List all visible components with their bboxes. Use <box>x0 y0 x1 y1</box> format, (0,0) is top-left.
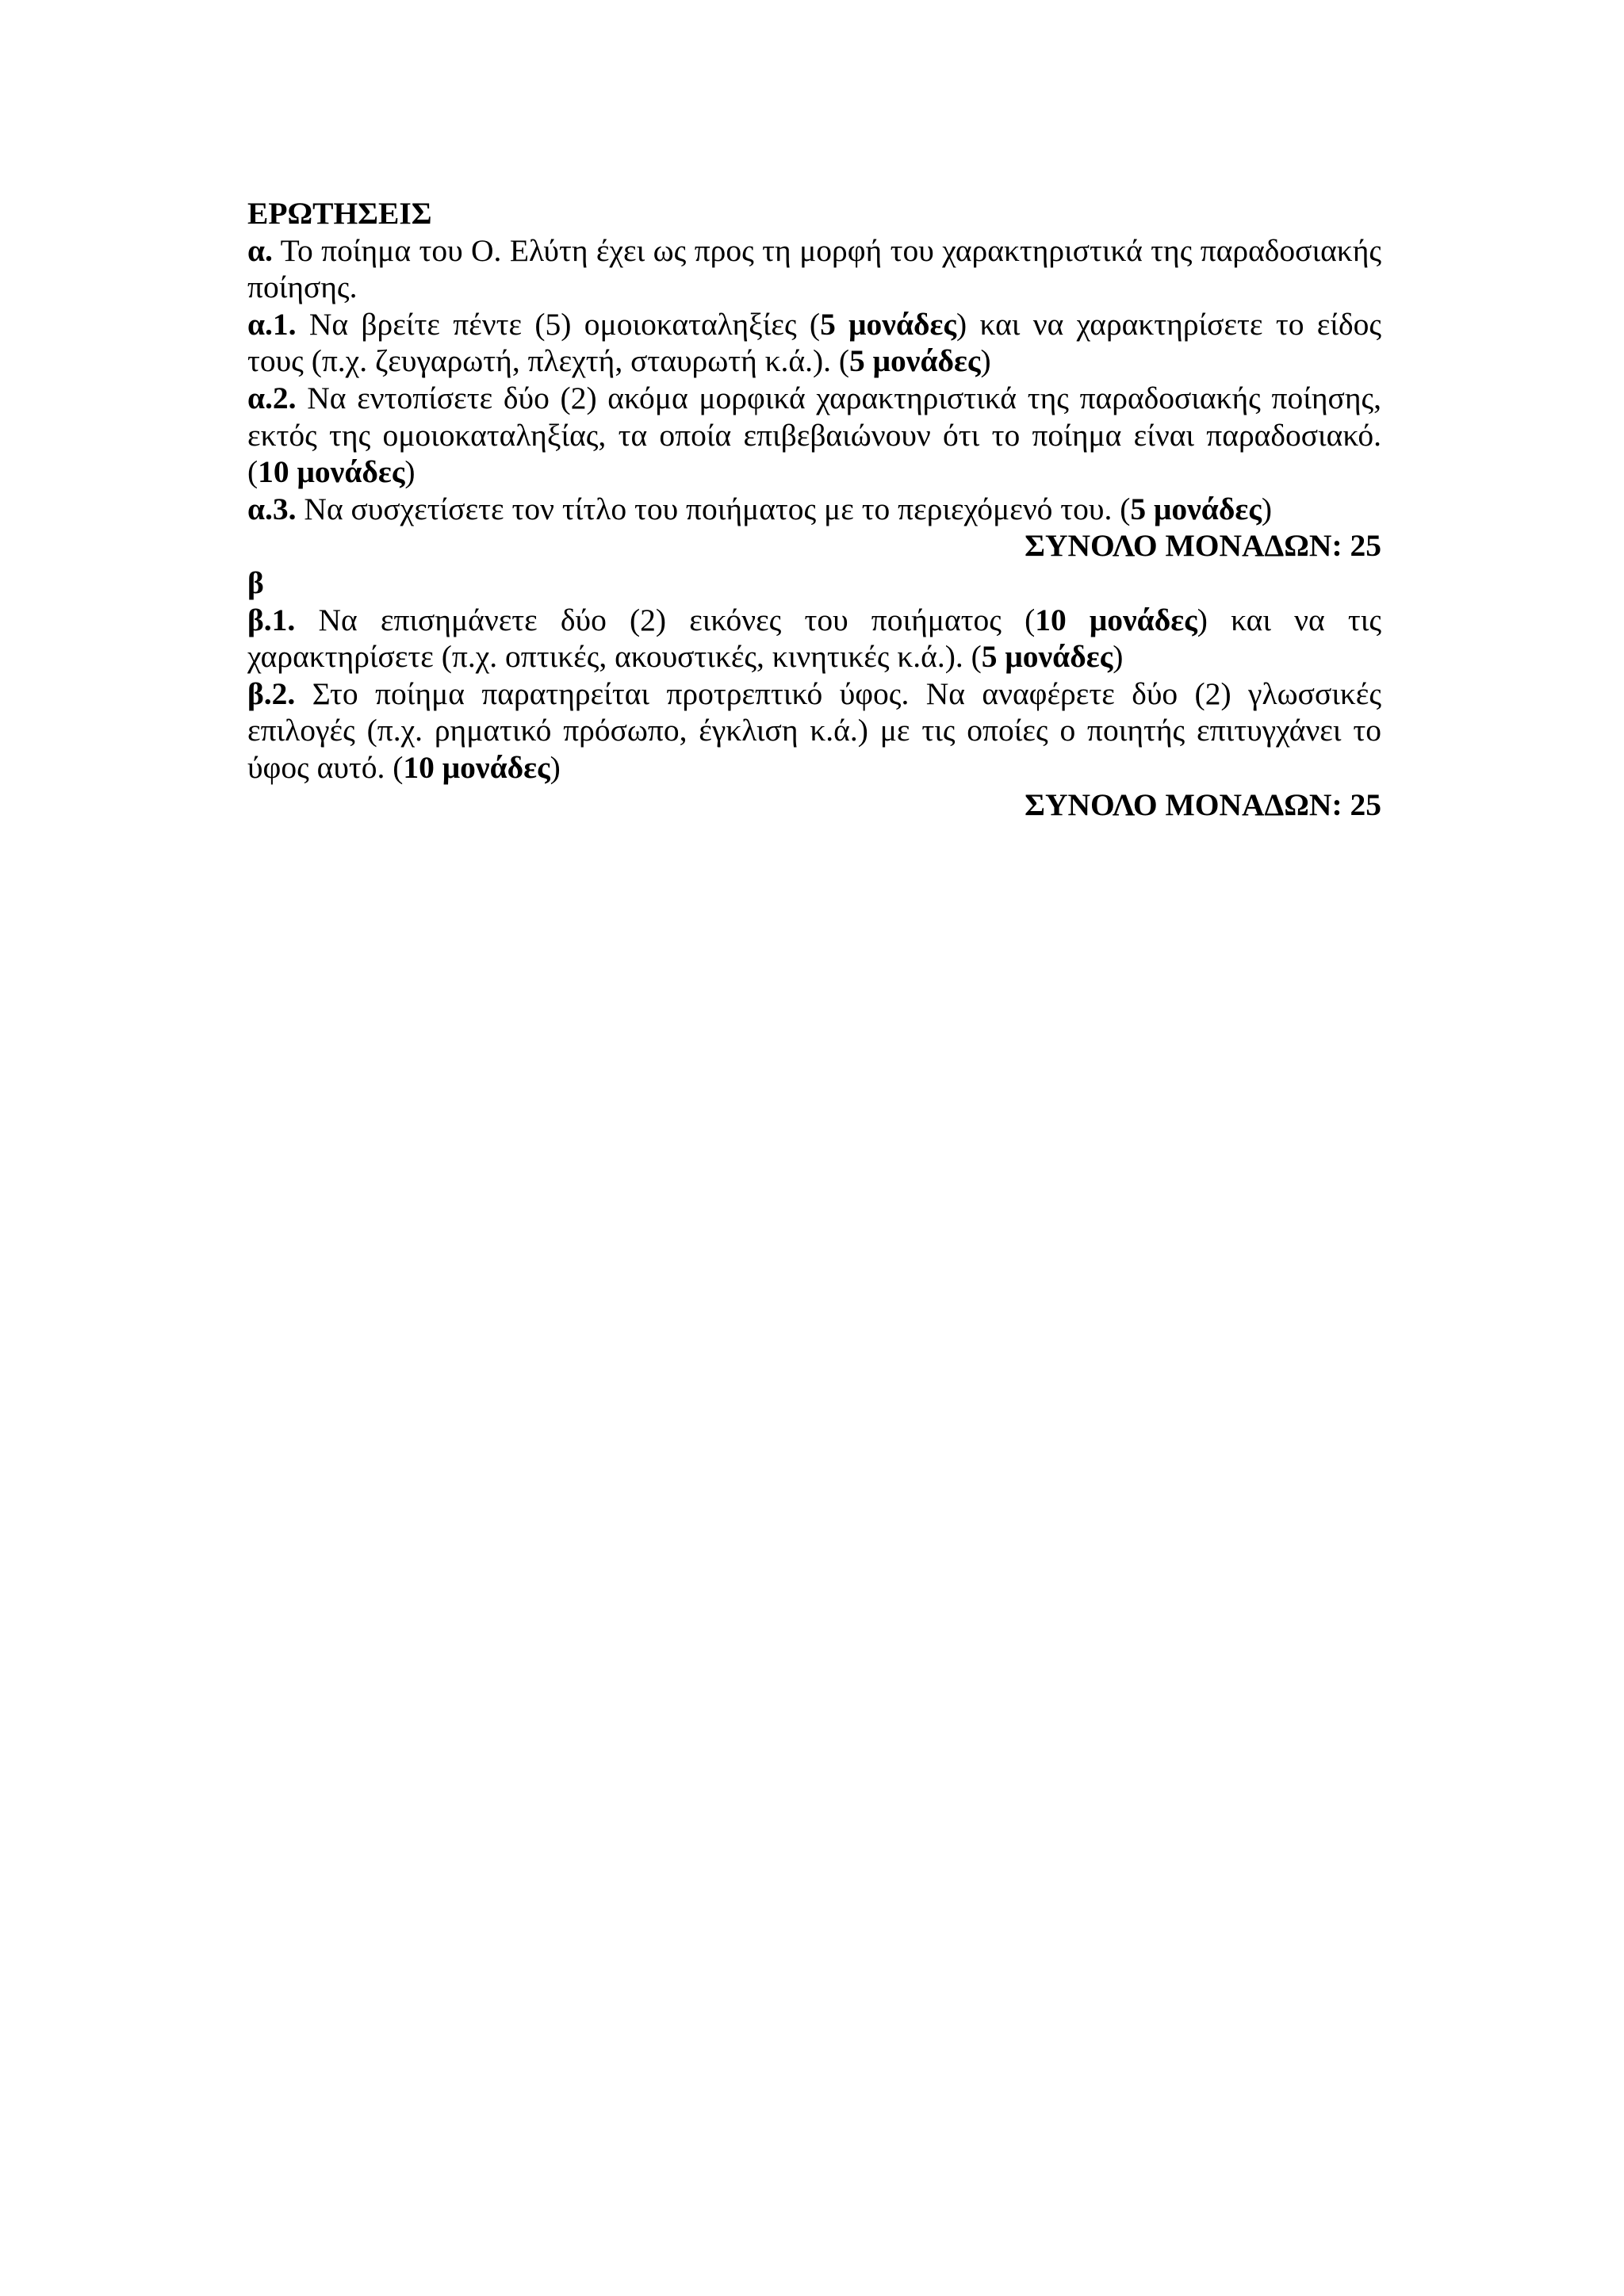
points-label: 5 μονάδες <box>981 639 1113 675</box>
points-label: 10 μονάδες <box>258 454 405 490</box>
questions-heading: ΕΡΩΤΗΣΕΙΣ <box>247 196 432 231</box>
question-a2-label: α.2. <box>247 380 297 415</box>
points-label: 10 μονάδες <box>1035 602 1197 637</box>
question-a2: α.2. Να εντοπίσετε δύο (2) ακόμα μορφικά χαρακτηριστικά της παραδοσιακής ποίησης, εκτός της ομοιοκαταληξίας, τα οποία επιβεβαιώνουν ότι το ποίημα είναι παραδοσιακό. (10 μονάδες) <box>247 380 1381 490</box>
section-a-intro: α. Το ποίημα του Ο. Ελύτη έχει ως προς τη μορφή του χαρακτηριστικά της παραδοσιακής ποίησης. <box>247 232 1381 305</box>
section-b-label: β <box>247 564 264 600</box>
question-b1: β.1. Να επισημάνετε δύο (2) εικόνες του ποιήματος (10 μονάδες) και να τις χαρακτηρίσετε (π.χ. οπτικές, ακουστικές, κινητικές κ.ά.). (5 μονάδες) <box>247 602 1381 675</box>
document-page <box>247 195 1381 823</box>
question-b2-label: β.2. <box>247 675 296 711</box>
question-a1: α.1. Να βρείτε πέντε (5) ομοιοκαταληξίες (5 μονάδες) και να χαρακτηρίσετε το είδος τους (π.χ. ζευγαρωτή, πλεχτή, σταυρωτή κ.ά.). (5 μονάδες) <box>247 306 1381 379</box>
points-label: 5 μονάδες <box>820 306 957 342</box>
points-label: 5 μονάδες <box>1130 491 1262 526</box>
question-b2: β.2. Στο ποίημα παρατηρείται προτρεπτικό ύφος. Να αναφέρετε δύο (2) γλωσσικές επιλογές (π.χ. ρηματικό πρόσωπο, έγκλιση κ.ά.) με τις οποίες ο ποιητής επιτυγχάνει το ύφος αυτό. (10 μονάδες) <box>247 675 1381 785</box>
points-label: 10 μονάδες <box>403 749 550 785</box>
section-b-heading <box>247 564 1381 602</box>
question-a3: α.3. Να συσχετίσετε τον τίτλο του ποιήματος με το περιεχόμενό του. (5 μονάδες) <box>247 491 1273 526</box>
section-a-label: α. <box>247 232 273 268</box>
question-a3-label: α.3. <box>247 491 297 526</box>
section-b-total: ΣΥΝΟΛΟ ΜΟΝΑΔΩΝ: 25 <box>1025 786 1381 822</box>
section-a-total: ΣΥΝΟΛΟ ΜΟΝΑΔΩΝ: 25 <box>1025 528 1381 564</box>
question-b1-label: β.1. <box>247 602 296 637</box>
question-a1-label: α.1. <box>247 306 297 342</box>
points-label: 5 μονάδες <box>849 343 981 379</box>
